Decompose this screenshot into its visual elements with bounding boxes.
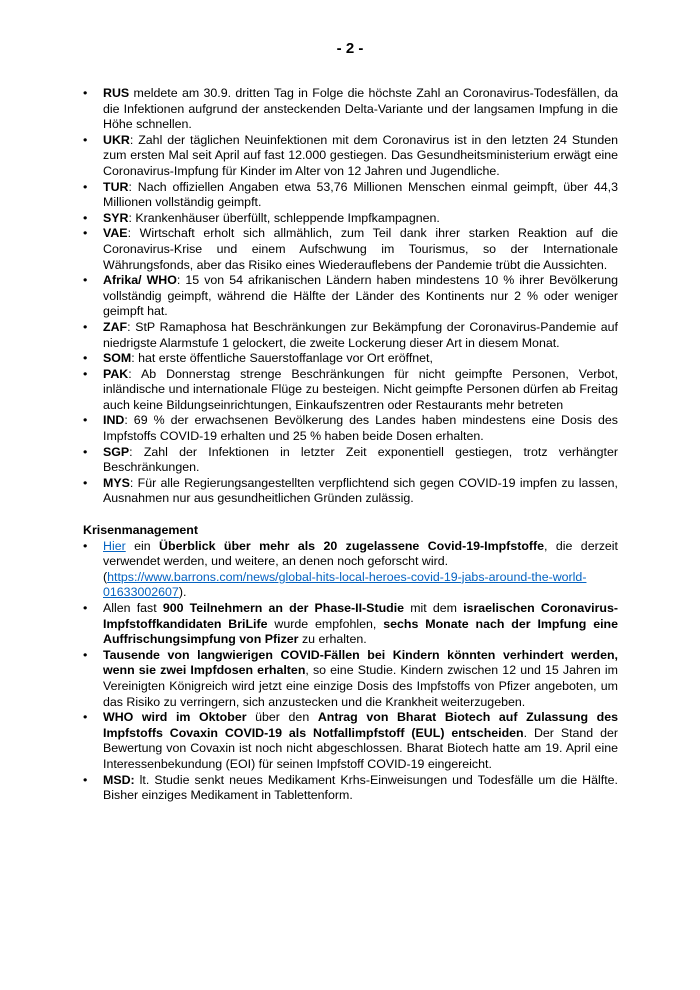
list-item-pak: • PAK: Ab Donnerstag strenge Beschränkungen für nicht geimpfte Personen, Verbot, inländische und internationale Flüge zu besteigen. Nicht geimpfte Personen dürfen ab Freitag auch keine Bildungseinrichtungen, Einkaufszentren oder Restaurants mehr betreten (83, 367, 618, 414)
list-item-tur: • TUR: Nach offiziellen Angaben etwa 53,76 Millionen Menschen einmal geimpft, über 44,3 Millionen vollständig geimpft. (83, 180, 618, 211)
list-item-covaxin: • WHO wird im Oktober über den Antrag von Bharat Biotech auf Zulassung des Impfstoffs Covaxin COVID-19 als Notfallimpfstoff (EUL) entscheiden. Der Stand der Bewertung von Covaxin ist noch nicht abgeschlossen. Bharat Biotech hatte am 19. April eine Interessenbekundung (EOI) für seinen Impfstoff COVID-19 eingereicht. (83, 710, 618, 772)
list-item-zaf: • ZAF: StP Ramaphosa hat Beschränkungen zur Bekämpfung der Coronavirus-Pandemie auf niedrigste Alarmstufe 1 gelockert, die zweite Lockerung dieser Art in diesem Monat. (83, 320, 618, 351)
list-item-brilife: • Allen fast 900 Teilnehmern an der Phase-II-Studie mit dem israelischen Coronavirus-Impfstoffkandidaten BriLife wurde empfohlen, sechs Monate nach der Impfung eine Auffrischungsimpfung von Pfizer zu erhalten. (83, 601, 618, 648)
barrons-url-link[interactable]: https://www.barrons.com/news/global-hits-local-heroes-covid-19-jabs-around-the-world-01633002607 (103, 569, 587, 600)
list-item-vae: • VAE: Wirtschaft erholt sich allmählich, zum Teil dank ihrer starken Reaktion auf die Coronavirus-Krise und einem Aufschwung im Tourismus, so der Internationale Währungsfonds, aber das Risiko eines Wiederauflebens der Pandemie trübt die Aussichten. (83, 226, 618, 273)
list-item-msd: • MSD: lt. Studie senkt neues Medikament Krhs-Einweisungen und Todesfälle um die Hälfte. Bisher einziges Medikament in Tablettenform. (83, 773, 618, 804)
list-item-mys: • MYS: Für alle Regierungsangestellten verpflichtend sich gegen COVID-19 impfen zu lassen, Ausnahmen nur aus gesundheitlichen Gründen zulässig. (83, 476, 618, 507)
crisis-list (83, 539, 618, 804)
country-list (83, 86, 618, 507)
hier-link[interactable]: Hier (103, 538, 126, 553)
page-number: - 2 - (336, 40, 364, 57)
list-item-sgp: • SGP: Zahl der Infektionen in letzter Zeit exponentiell gestiegen, trotz verhängter Beschränkungen. (83, 445, 618, 476)
list-item-vaccines-overview: • Hier ein Überblick über mehr als 20 zugelassene Covid-19-Impfstoffe, die derzeit verwendet werden, und weitere, an denen noch geforscht wird. (https://www.barrons.com/news/global-hits-local-heroes-covid-19-jabs-around-the-world-01633002607). (83, 539, 618, 601)
section-title-krisenmanagement: Krisenmanagement (83, 523, 198, 538)
list-item-syr: • SYR: Krankenhäuser überfüllt, schleppende Impfkampagnen. (83, 211, 618, 227)
list-item-ind: • IND: 69 % der erwachsenen Bevölkerung des Landes haben mindestens eine Dosis des Impfstoffs COVID-19 erhalten und 25 % haben beide Dosen erhalten. (83, 413, 618, 444)
list-item-rus: • RUS meldete am 30.9. dritten Tag in Folge die höchste Zahl an Coronavirus-Todesfällen, da die Infektionen aufgrund der ansteckenden Delta-Variante und der langsamen Impfung in die Höhe schnellen. (83, 86, 618, 133)
list-item-long-covid-children: • Tausende von langwierigen COVID-Fällen bei Kindern könnten verhindert werden, wenn sie zwei Impfdosen erhalten, so eine Studie. Kindern zwischen 12 und 15 Jahren im Vereinigten Königreich wird jetzt eine einzige Dosis des Impfstoffs von Pfizer angeboten, um das Risiko zu verringern, sich anzustecken und die Krankheit weiterzugeben. (83, 648, 618, 710)
list-item-ukr: • UKR: Zahl der täglichen Neuinfektionen mit dem Coronavirus ist in den letzten 24 Stunden zum ersten Mal seit April auf fast 12.000 gestiegen. Das Gesundheitsministerium erwägt eine Coronavirus-Impfung für Kinder im Alter von 12 Jahren und Jugendliche. (83, 133, 618, 180)
list-item-som: • SOM: hat erste öffentliche Sauerstoffanlage vor Ort eröffnet, (83, 351, 618, 367)
document-body (83, 86, 618, 804)
list-item-afrika-who: • Afrika/ WHO: 15 von 54 afrikanischen Ländern haben mindestens 10 % ihrer Bevölkerung vollständig geimpft, während die Hälfte der Länder des Kontinents nur 2 % oder weniger geimpft hat. (83, 273, 618, 320)
